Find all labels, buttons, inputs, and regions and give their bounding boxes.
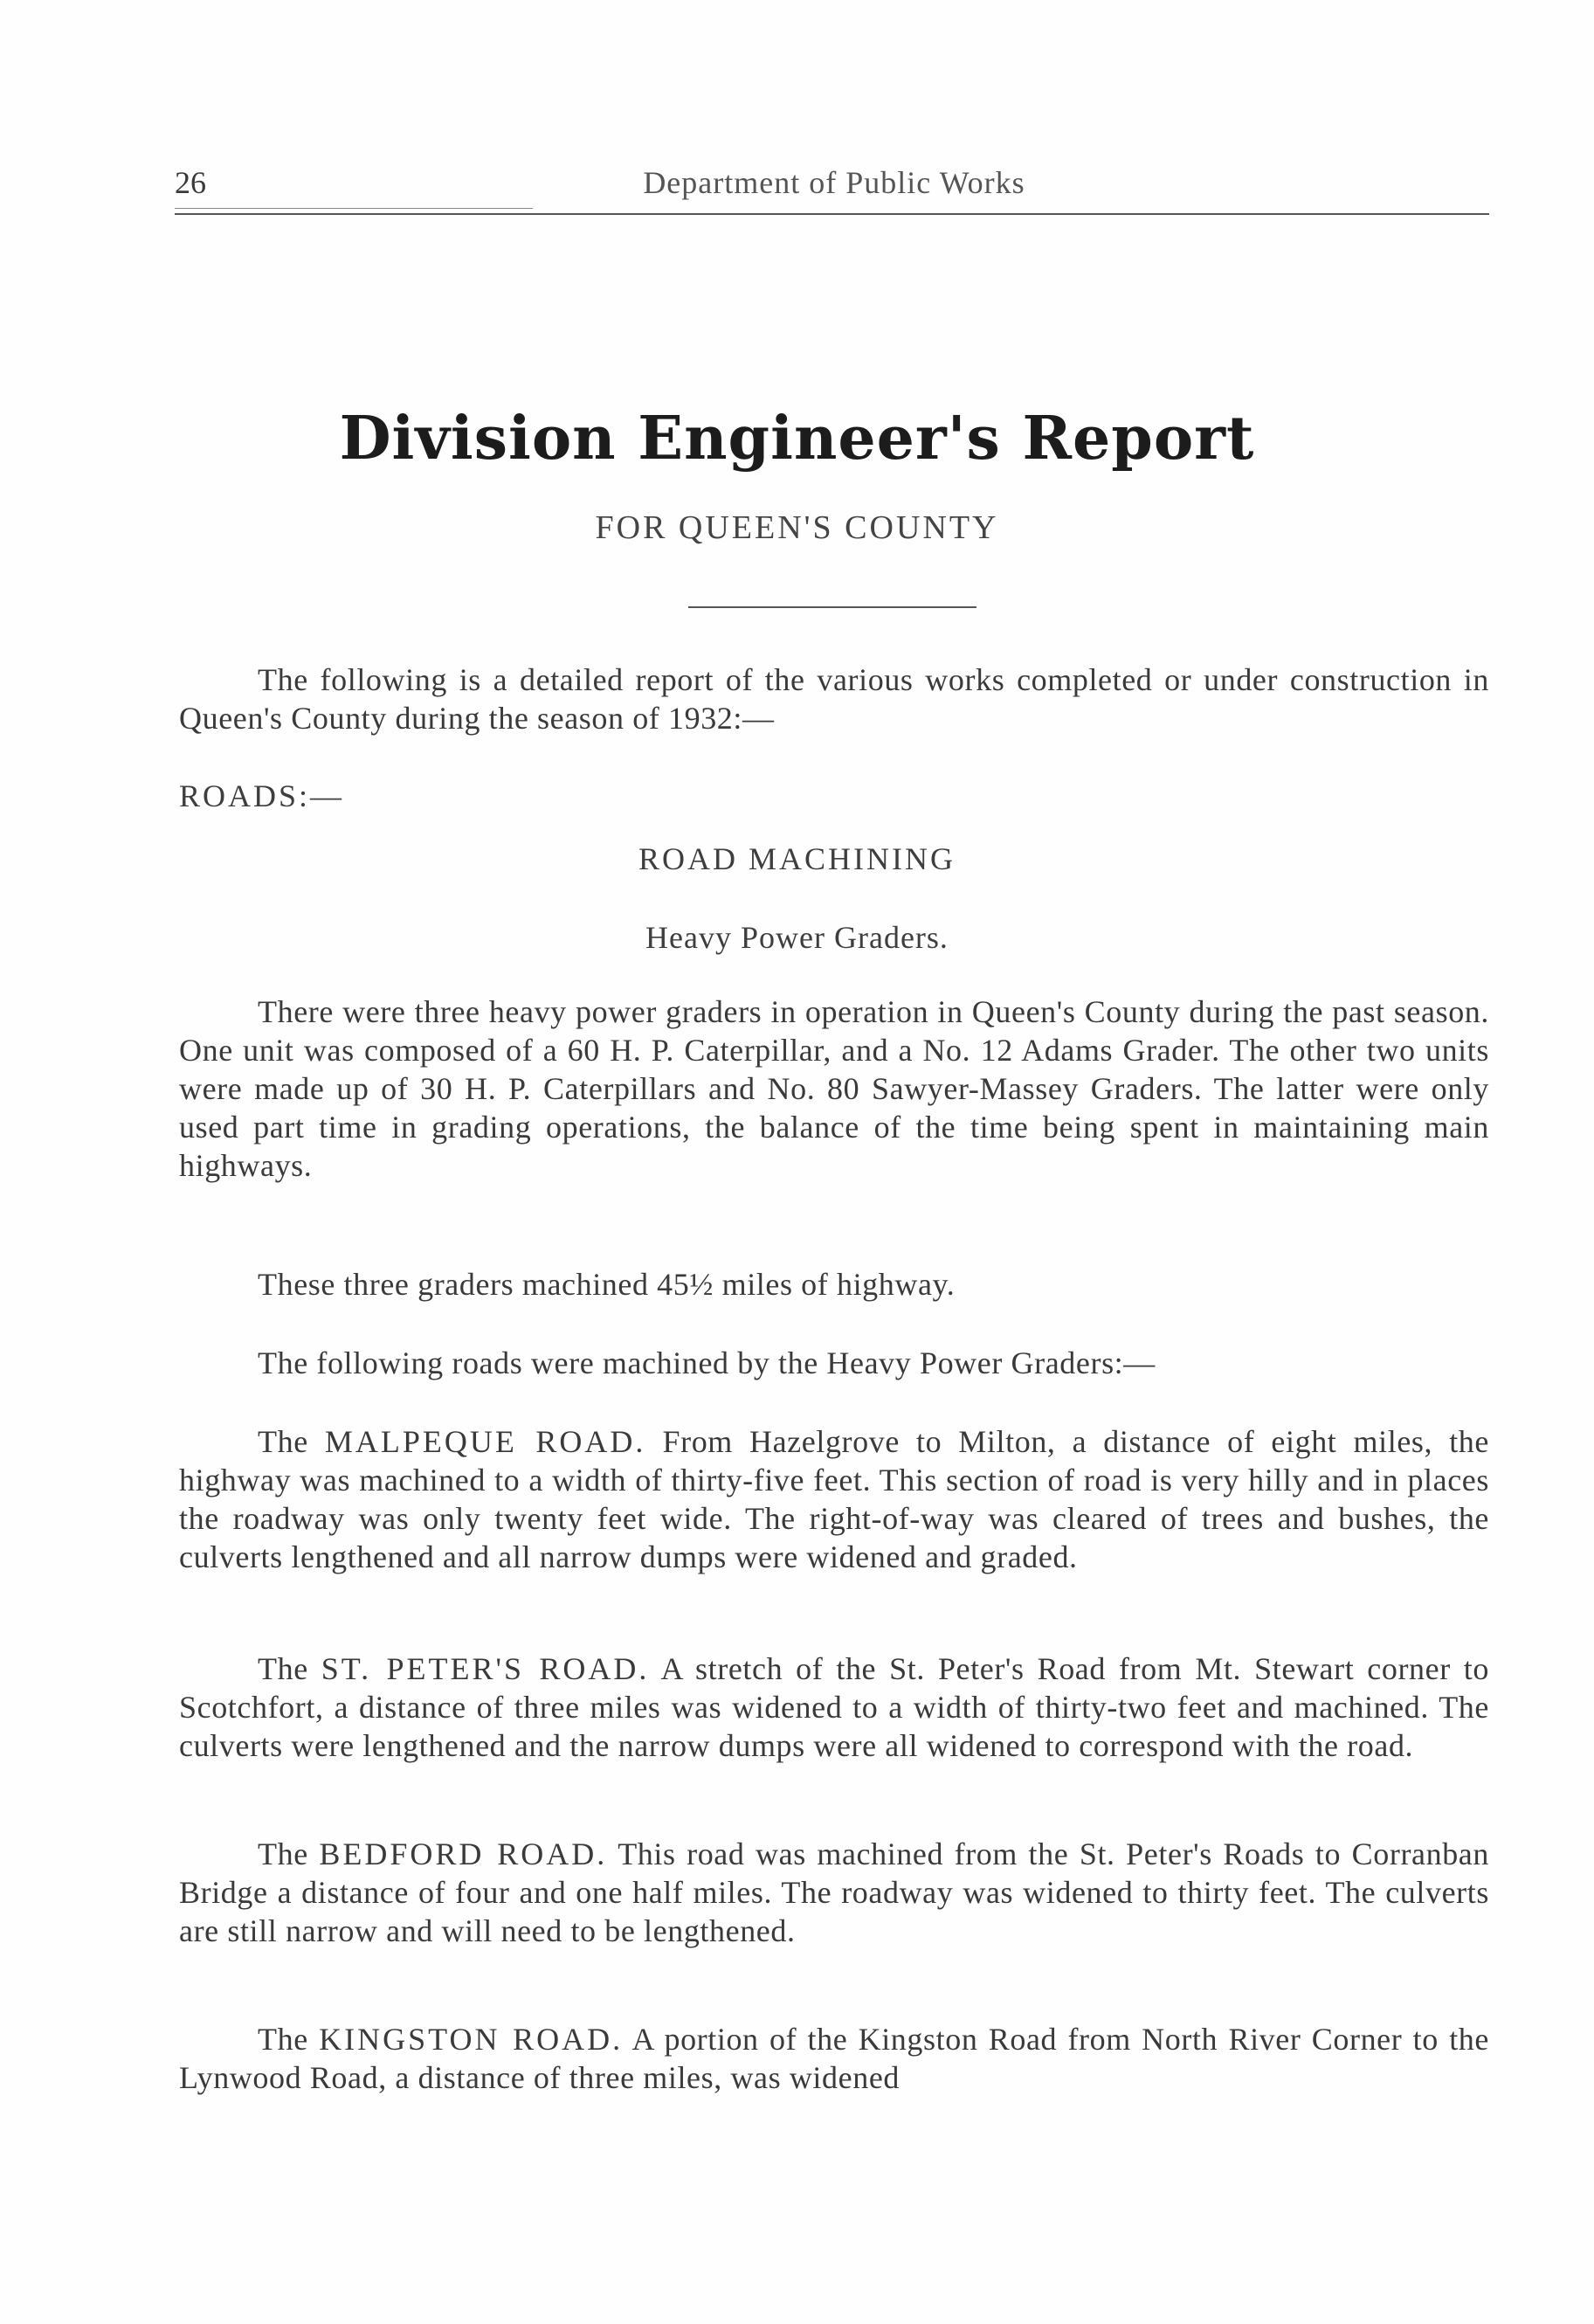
miles-paragraph: These three graders machined 45½ miles of highway. xyxy=(258,1267,956,1302)
road-prefix: The xyxy=(258,1836,308,1871)
road-description: From Hazelgrove to Milton, a distance of eight miles, the highway was machined to a width of thirty-five feet. This section of road is very hilly and in places the roadway was only twenty feet wide. The right-of-way was cleared of trees and bushes, the culverts lengthened and all narrow dumps were widened and graded. xyxy=(179,1424,1489,1574)
running-head xyxy=(175,164,1494,210)
subsection-heading-road-machining: ROAD MACHINING xyxy=(638,841,956,876)
title-divider xyxy=(688,606,976,608)
header-rule xyxy=(175,213,1489,215)
road-name: ST. PETER'S ROAD. xyxy=(321,1651,650,1686)
road-entry-kingston xyxy=(179,2020,1489,2097)
header-rule-accent xyxy=(175,208,533,209)
following-paragraph: The following roads were machined by the Heavy Power Graders:— xyxy=(258,1345,1156,1380)
report-title: Division Engineer's Report xyxy=(339,404,1255,474)
running-title: Department of Public Works xyxy=(643,165,1025,200)
road-name: BEDFORD ROAD. xyxy=(319,1836,608,1871)
road-prefix: The xyxy=(258,1651,308,1686)
road-description: A portion of the Kingston Road from North River Corner to the Lynwood Road, a distance of three miles, was widened xyxy=(179,2022,1489,2095)
graders-paragraph: There were three heavy power graders in operation in Queen's County during the past season. One unit was composed of a 60 H. P. Caterpillar, and a No. 12 Adams Grader. The other two units were made up of 30 H. P. Caterpillars and No. 80 Sawyer-Massey Graders. The latter were only used part time in grading operations, the balance of the time being spent in maintaining main highways. xyxy=(179,994,1489,1183)
road-entry-st-peters xyxy=(179,1650,1489,1765)
road-name: KINGSTON ROAD. xyxy=(319,2022,624,2057)
page-number: 26 xyxy=(175,165,206,200)
road-prefix: The xyxy=(258,2022,308,2057)
road-description: A stretch of the St. Peter's Road from Mt. Stewart corner to Scotchfort, a distance of three miles was widened to a width of thirty-two feet and machined. The culverts were lengthened and the narrow dumps were all widened to correspond with the road. xyxy=(179,1651,1490,1763)
road-entry-malpeque xyxy=(179,1422,1489,1576)
road-name: MALPEQUE ROAD. xyxy=(324,1424,646,1459)
report-subtitle: FOR QUEEN'S COUNTY xyxy=(595,509,999,546)
road-description: This road was machined from the St. Peter's Roads to Corranban Bridge a distance of four and one half miles. The roadway was widened to thirty feet. The culverts are still narrow and will need to be lengthened. xyxy=(179,1836,1489,1948)
intro-paragraph: The following is a detailed report of the various works completed or under construction in Queen's County during the season of 1932:— xyxy=(179,662,1489,736)
subsection-heading-heavy-graders: Heavy Power Graders. xyxy=(645,920,949,955)
road-entry-bedford xyxy=(179,1835,1489,1950)
road-prefix: The xyxy=(258,1424,308,1459)
section-heading-roads: ROADS:— xyxy=(179,778,345,813)
